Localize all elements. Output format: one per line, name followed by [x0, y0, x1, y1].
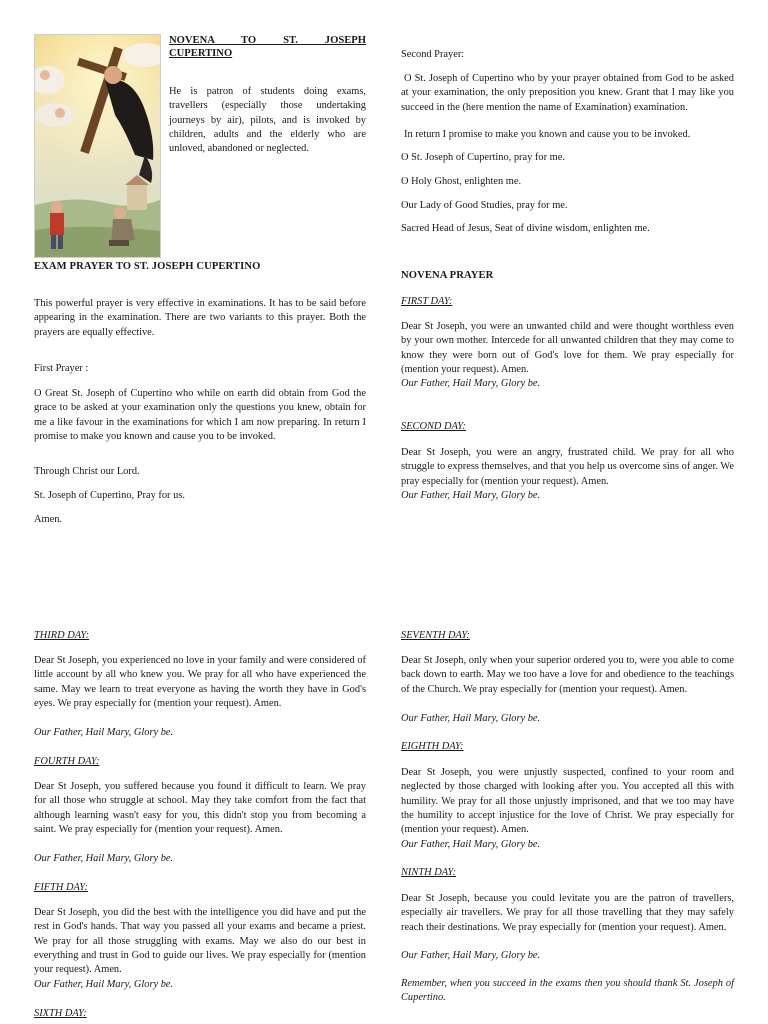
ninth-day-label: NINTH DAY: — [401, 867, 457, 878]
invocation-line-4: Sacred Head of Jesus, Seat of divine wisdom, enlighten me. — [401, 223, 650, 234]
third-day-text: Dear St Joseph, you experienced no love in your family and were considered of little account by all who knew you. We pray for all who have experienced the same. May we learn to treat everyone as having the worth they have in God's eyes. We pray especially for (mention your request). Amen. — [34, 655, 366, 709]
eighth-day-label: EIGHTH DAY: — [401, 741, 464, 752]
second-prayer-label: Second Prayer: — [401, 49, 465, 60]
exam-intro-paragraph: This powerful prayer is very effective in examinations. It has to be said before appearing in the examination. There are two variants to this prayer. Both the prayers are equally effective. — [34, 298, 366, 338]
seventh-day-label: SEVENTH DAY: — [401, 630, 470, 641]
first-day-text: Dear St Joseph, you were an unwanted child and were thought worthless even by your own mother. Intercede for all unwanted children that they may come to know they were born out of God's love for them. We pray especially for (mention your request). Amen. — [401, 321, 734, 375]
exam-prayer-heading: EXAM PRAYER TO ST. JOSEPH CUPERTINO — [34, 261, 261, 272]
saint-illustration — [35, 35, 160, 257]
fifth-day-closing: Our Father, Hail Mary, Glory be. — [34, 979, 174, 990]
novena-title-line-1: NOVENA TO ST. JOSEPH — [169, 35, 366, 46]
third-day-closing: Our Father, Hail Mary, Glory be. — [34, 727, 174, 738]
invocation-line-1: O St. Joseph of Cupertino, pray for me. — [401, 152, 565, 163]
through-christ-line: Through Christ our Lord. — [34, 466, 140, 477]
novena-title-line-2: CUPERTINO — [169, 48, 233, 59]
ninth-day-closing: Our Father, Hail Mary, Glory be. — [401, 950, 541, 961]
seventh-day-closing: Our Father, Hail Mary, Glory be. — [401, 713, 541, 724]
sixth-day-label: SIXTH DAY: — [34, 1008, 87, 1019]
first-prayer-label: First Prayer : — [34, 363, 89, 374]
second-day-text: Dear St Joseph, you were an angry, frustrated child. We pray for all who struggle to express themselves, and that you help us overcome sins of anger. We pray especially for (mention your request). Amen. — [401, 447, 734, 487]
novena-prayer-heading: NOVENA PRAYER — [401, 270, 494, 281]
second-prayer-return: In return I promise to make you known and cause you to be invoked. — [404, 129, 691, 140]
fourth-day-text: Dear St Joseph, you suffered because you found it difficult to learn. We pray for all those who struggle at school. May they take comfort from the fact that although learning wasn't easy for you, this didn't stop you from becoming a saint. We pray especially for (mention your request). Amen. — [34, 781, 366, 835]
intro-paragraph: He is patron of students doing exams, travellers (especially those undertaking journeys by air), pilots, and is invoked by children, adults and the elderly who are unloved, abandoned or neglected. — [169, 86, 366, 155]
seventh-day-text: Dear St Joseph, only when your superior ordered you to, were you able to come back down to earth. May we too have a love for and obedience to the teachings of the Church. We pray especially for (mention your request). Amen. — [401, 655, 734, 695]
fourth-day-closing: Our Father, Hail Mary, Glory be. — [34, 853, 174, 864]
saint-picture — [34, 34, 161, 258]
invocation-line-3: Our Lady of Good Studies, pray for me. — [401, 200, 568, 211]
fifth-day-label: FIFTH DAY: — [34, 882, 88, 893]
second-day-label: SECOND DAY: — [401, 421, 466, 432]
eighth-day-closing: Our Father, Hail Mary, Glory be. — [401, 839, 541, 850]
second-day-closing: Our Father, Hail Mary, Glory be. — [401, 490, 541, 501]
fifth-day-text: Dear St Joseph, you did the best with the intelligence you did have and put the rest in God's hands. That way you passed all your exams and became a priest. We pray for all those struggling with exams. May we also do our best in everything and trust in God to guide our lives. We pray especially for (mention your request). Amen. — [34, 907, 366, 976]
first-day-closing: Our Father, Hail Mary, Glory be. — [401, 378, 541, 389]
pray-for-us-line: St. Joseph of Cupertino, Pray for us. — [34, 490, 185, 501]
second-prayer-text: O St. Joseph of Cupertino who by your prayer obtained from God to be asked at your examination, the only preposition you knew. Grant that I may like you succeed in the (here mention the name of Examination) examination. — [401, 73, 734, 113]
fourth-day-label: FOURTH DAY: — [34, 756, 100, 767]
third-day-label: THIRD DAY: — [34, 630, 90, 641]
novena-title — [169, 34, 366, 60]
first-prayer-text: O Great St. Joseph of Cupertino who while on earth did obtain from God the grace to be asked at your examination only the questions you knew, obtain for me a like favour in the examinations for which I am now preparing. In return I promise to make you known and cause you to be invoked. — [34, 388, 366, 442]
eighth-day-text: Dear St Joseph, you were unjustly suspected, confined to your room and neglected by those charged with looking after you. You accepted all this with humility. We pray for all those unjustly imprisoned, and that we too may have the humility to accept injustice for the love of Christ. We pray especially for (mention your request). Amen. — [401, 767, 734, 836]
first-day-label: FIRST DAY: — [401, 296, 453, 307]
invocation-line-2: O Holy Ghost, enlighten me. — [401, 176, 522, 187]
ninth-day-text: Dear St Joseph, because you could levitate you are the patron of travellers, especially air travellers. We pray for all those travelling that they may safely reach their destinations. We pray especially for (mention your request). Amen. — [401, 893, 734, 933]
remember-note: Remember, when you succeed in the exams then you should thank St. Joseph of Cupertino. — [401, 978, 734, 1004]
amen-line: Amen. — [34, 514, 62, 525]
